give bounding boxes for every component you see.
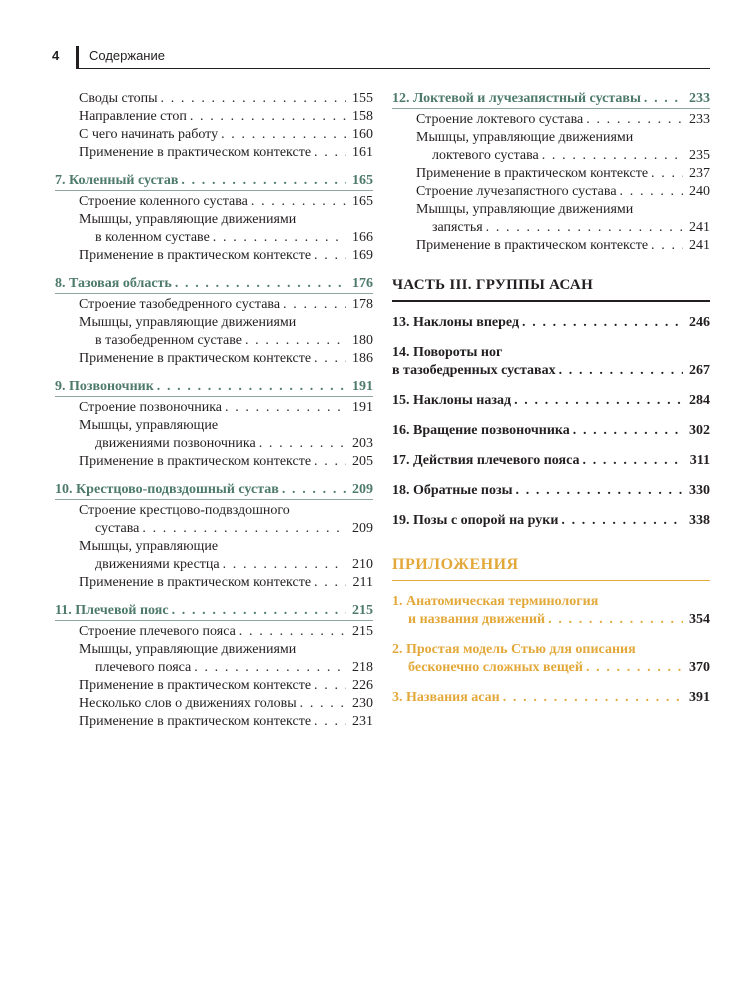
entry-page-number: 233: [689, 112, 710, 127]
part-3-title: ЧАСТЬ III. ГРУППЫ АСАН: [392, 277, 594, 293]
chapter-heading: [55, 275, 373, 294]
part-3-entry: [392, 482, 710, 500]
entry-page-number: 160: [352, 127, 373, 142]
toc-entry-line-1: Мышцы, управляющие движениями: [79, 642, 297, 657]
toc-entry-line: [55, 435, 373, 453]
entry-label: плечевого пояса: [95, 660, 192, 675]
dot-leader: [194, 659, 346, 677]
entry-page-number: 226: [352, 678, 373, 693]
toc-entry-line-1: Мышцы, управляющие движениями: [79, 315, 297, 330]
dot-leader: [245, 332, 346, 350]
dot-leader: [190, 108, 346, 126]
entry-label: Применение в практическом контексте: [79, 145, 312, 160]
entry-page-number: 246: [689, 315, 710, 330]
dot-leader: [221, 126, 346, 144]
dot-leader: [314, 144, 346, 162]
toc-entry-line: [392, 422, 710, 440]
entry-label: 15. Наклоны назад: [392, 393, 512, 408]
toc-entry-line: [55, 453, 373, 471]
dot-leader: [172, 602, 346, 620]
chapter-heading: [55, 172, 373, 191]
header-divider: [76, 46, 79, 68]
toc-entry-line: [392, 512, 710, 530]
chapter-rule: [55, 620, 373, 621]
chapter-12-block: [392, 90, 710, 255]
toc-entry-line: [55, 623, 373, 641]
dot-leader: [586, 111, 683, 129]
entry-label: 11. Плечевой пояс: [55, 603, 169, 618]
chapter-rule: [55, 190, 373, 191]
entry-page-number: 211: [352, 575, 373, 590]
dot-leader: [503, 689, 683, 707]
entry-label: движениями позвоночника: [95, 436, 256, 451]
dot-leader: [142, 520, 346, 538]
entry-label: бесконечно сложных вещей: [408, 660, 583, 675]
part-3-section: [392, 277, 710, 530]
dot-leader: [314, 247, 346, 265]
dot-leader: [486, 219, 683, 237]
entry-label: Применение в практическом контексте: [416, 166, 649, 181]
entry-label: Своды стопы: [79, 91, 158, 106]
dot-leader: [561, 512, 683, 530]
dot-leader: [651, 165, 683, 183]
entry-page-number: 231: [352, 714, 373, 729]
entry-page-number: 166: [352, 230, 373, 245]
dot-leader: [651, 237, 683, 255]
entry-label: Применение в практическом контексте: [79, 248, 312, 263]
entry-page-number: 215: [352, 624, 373, 639]
toc-entry-line: [55, 399, 373, 417]
toc-entry-line-1: 14. Повороты ног: [392, 345, 503, 360]
entry-label: запястья: [432, 220, 483, 235]
toc-entry-line-1: 2. Простая модель Стью для описания: [392, 642, 636, 657]
dot-leader: [259, 435, 346, 453]
entry-page-number: 302: [689, 423, 710, 438]
entry-page-number: 235: [689, 148, 710, 163]
toc-entry-line-1: 1. Анатомическая терминология: [392, 594, 599, 609]
toc-entry-line: [55, 677, 373, 695]
entry-page-number: 218: [352, 660, 373, 675]
part-3-entry: [392, 452, 710, 470]
entry-page-number: 241: [689, 238, 710, 253]
dot-leader: [251, 193, 346, 211]
entry-page-number: 165: [352, 194, 373, 209]
toc-entry-line: [392, 659, 710, 677]
dot-leader: [559, 362, 683, 380]
toc-entry-line-1: Мышцы, управляющие: [79, 418, 219, 433]
toc-entry-line: [392, 111, 710, 129]
part-3-entry: [392, 422, 710, 440]
chapter-rule: [55, 293, 373, 294]
dot-leader: [620, 183, 683, 201]
chapter-rule: [55, 396, 373, 397]
dot-leader: [644, 90, 683, 108]
toc-entry-line-1: Мышцы, управляющие: [79, 539, 219, 554]
toc-entry-line: [55, 193, 373, 211]
toc-entry-line: [392, 362, 710, 380]
entry-label: С чего начинать работу: [79, 127, 219, 142]
toc-entry-line: [55, 126, 373, 144]
toc-entry-line: [55, 659, 373, 677]
entry-label: в коленном суставе: [95, 230, 210, 245]
toc-entry-line: [55, 172, 373, 190]
toc-entry-line: [392, 314, 710, 332]
page-number: 4: [52, 48, 60, 63]
entry-page-number: 155: [352, 91, 373, 106]
entry-label: Применение в практическом контексте: [79, 351, 312, 366]
entry-label: 16. Вращение позвоночника: [392, 423, 570, 438]
entry-page-number: 370: [689, 660, 710, 675]
appendix-title: ПРИЛОЖЕНИЯ: [392, 556, 519, 573]
toc-left-column: [55, 90, 373, 731]
entry-page-number: 186: [352, 351, 373, 366]
part-3-entry: [392, 392, 710, 410]
dot-leader: [283, 296, 346, 314]
entry-page-number: 209: [352, 482, 373, 497]
chapter-rule: [392, 108, 710, 109]
part-3-entry: [392, 314, 710, 332]
toc-entry-line: [55, 332, 373, 350]
entry-label: 8. Тазовая область: [55, 276, 172, 291]
entry-page-number: 180: [352, 333, 373, 348]
running-title: Содержание: [89, 48, 165, 63]
entry-page-number: 158: [352, 109, 373, 124]
toc-entry-line: [55, 90, 373, 108]
entry-label: в тазобедренных суставах: [392, 363, 556, 378]
toc-entry-line: [392, 147, 710, 165]
toc-entry-line: [55, 296, 373, 314]
entry-label: 12. Локтевой и лучезапястный суставы: [392, 91, 641, 106]
dot-leader: [516, 482, 683, 500]
dot-leader: [314, 713, 346, 731]
toc-entry-line: [55, 144, 373, 162]
page-header: [44, 46, 710, 76]
chapter-heading: [55, 378, 373, 397]
toc-entry-line: [55, 520, 373, 538]
appendix-entry: [392, 593, 710, 629]
toc-entry-line: [392, 392, 710, 410]
dot-leader: [239, 623, 346, 641]
entry-label: Строение позвоночника: [79, 400, 223, 415]
entry-page-number: 240: [689, 184, 710, 199]
toc-entry-line: [392, 611, 710, 629]
entry-page-number: 338: [689, 513, 710, 528]
entry-label: Строение лучезапястного сустава: [416, 184, 617, 199]
toc-entry-line: [392, 482, 710, 500]
dot-leader: [586, 659, 683, 677]
entry-label: локтевого сустава: [432, 148, 539, 163]
entry-label: 13. Наклоны вперед: [392, 315, 520, 330]
entry-page-number: 311: [689, 453, 710, 468]
part-3-items: [392, 314, 710, 530]
dot-leader: [314, 677, 346, 695]
dot-leader: [161, 90, 346, 108]
toc-entry-line: [55, 247, 373, 265]
entry-page-number: 215: [352, 603, 373, 618]
chapter-rule: [55, 499, 373, 500]
header-rule: [76, 68, 710, 69]
entry-label: Применение в практическом контексте: [79, 678, 312, 693]
chapter-heading: [55, 481, 373, 500]
entry-page-number: 241: [689, 220, 710, 235]
part-3-entry: [392, 344, 710, 380]
toc-entry-line: [55, 713, 373, 731]
toc-entry-line: [392, 165, 710, 183]
toc-entry-line: [55, 481, 373, 499]
part-3-rule: [392, 300, 710, 302]
dot-leader: [181, 172, 346, 190]
dot-leader: [223, 556, 346, 574]
chapter-heading: [55, 602, 373, 621]
entry-label: и названия движений: [408, 612, 546, 627]
chapter-heading: [392, 90, 710, 109]
entry-label: движениями крестца: [95, 557, 220, 572]
dot-leader: [583, 452, 683, 470]
entry-label: Несколько слов о движениях головы: [79, 696, 297, 711]
entry-page-number: 230: [352, 696, 373, 711]
entry-label: 7. Коленный сустав: [55, 173, 179, 188]
entry-label: Применение в практическом контексте: [79, 454, 312, 469]
entry-label: Направление стоп: [79, 109, 187, 124]
entry-label: 3. Названия асан: [392, 690, 500, 705]
entry-label: 17. Действия плечевого пояса: [392, 453, 580, 468]
appendix-items: [392, 593, 710, 707]
appendix-entry: [392, 689, 710, 707]
toc-entry-line: [392, 452, 710, 470]
entry-page-number: 205: [352, 454, 373, 469]
toc-entry-line: [55, 229, 373, 247]
entry-page-number: 209: [352, 521, 373, 536]
entry-page-number: 330: [689, 483, 710, 498]
entry-page-number: 169: [352, 248, 373, 263]
dot-leader: [522, 314, 683, 332]
toc-entry-line: [55, 350, 373, 368]
dot-leader: [514, 392, 683, 410]
entry-label: Строение тазобедренного сустава: [79, 297, 281, 312]
entry-page-number: 165: [352, 173, 373, 188]
entry-page-number: 267: [689, 363, 710, 378]
entry-page-number: 176: [352, 276, 373, 291]
toc-entry-line: [55, 695, 373, 713]
entry-label: в тазобедренном суставе: [95, 333, 242, 348]
dot-leader: [225, 399, 346, 417]
toc-entry-line-1: Строение крестцово-подвздошного: [79, 503, 290, 518]
entry-page-number: 237: [689, 166, 710, 181]
entry-label: Применение в практическом контексте: [416, 238, 649, 253]
dot-leader: [300, 695, 346, 713]
appendix-section: [392, 556, 710, 707]
toc-entry-line: [392, 689, 710, 707]
dot-leader: [314, 574, 346, 592]
entry-label: Строение плечевого пояса: [79, 624, 236, 639]
entry-label: 10. Крестцово-подвздошный сустав: [55, 482, 279, 497]
entry-page-number: 191: [352, 400, 373, 415]
appendix-rule: [392, 580, 710, 581]
toc-entry-line: [392, 183, 710, 201]
toc-right-column: [392, 90, 710, 707]
entry-label: Строение локтевого сустава: [416, 112, 584, 127]
toc-entry-line: [392, 219, 710, 237]
entry-page-number: 210: [352, 557, 373, 572]
toc-entry-line-1: Мышцы, управляющие движениями: [416, 202, 634, 217]
dot-leader: [314, 350, 346, 368]
dot-leader: [573, 422, 683, 440]
entry-page-number: 354: [689, 612, 710, 627]
entry-page-number: 178: [352, 297, 373, 312]
toc-entry-line: [55, 574, 373, 592]
toc-entry-line: [392, 90, 710, 108]
toc-entry-line: [55, 108, 373, 126]
part-3-entry: [392, 512, 710, 530]
entry-label: Применение в практическом контексте: [79, 714, 312, 729]
entry-page-number: 161: [352, 145, 373, 160]
entry-label: 9. Позвоночник: [55, 379, 154, 394]
dot-leader: [157, 378, 346, 396]
toc-entry-line: [55, 602, 373, 620]
dot-leader: [548, 611, 683, 629]
toc-entry-line: [55, 275, 373, 293]
toc-entry-line: [392, 237, 710, 255]
entry-label: Строение коленного сустава: [79, 194, 248, 209]
dot-leader: [314, 453, 346, 471]
entry-page-number: 203: [352, 436, 373, 451]
dot-leader: [282, 481, 346, 499]
entry-page-number: 233: [689, 91, 710, 106]
appendix-entry: [392, 641, 710, 677]
entry-label: сустава: [95, 521, 140, 536]
dot-leader: [542, 147, 683, 165]
entry-label: Применение в практическом контексте: [79, 575, 312, 590]
entry-page-number: 391: [689, 690, 710, 705]
entry-label: 18. Обратные позы: [392, 483, 513, 498]
toc-entry-line-1: Мышцы, управляющие движениями: [79, 212, 297, 227]
entry-page-number: 191: [352, 379, 373, 394]
dot-leader: [213, 229, 346, 247]
toc-entry-line-1: Мышцы, управляющие движениями: [416, 130, 634, 145]
toc-entry-line: [55, 378, 373, 396]
entry-page-number: 284: [689, 393, 710, 408]
toc-entry-line: [55, 556, 373, 574]
dot-leader: [175, 275, 346, 293]
entry-label: 19. Позы с опорой на руки: [392, 513, 559, 528]
